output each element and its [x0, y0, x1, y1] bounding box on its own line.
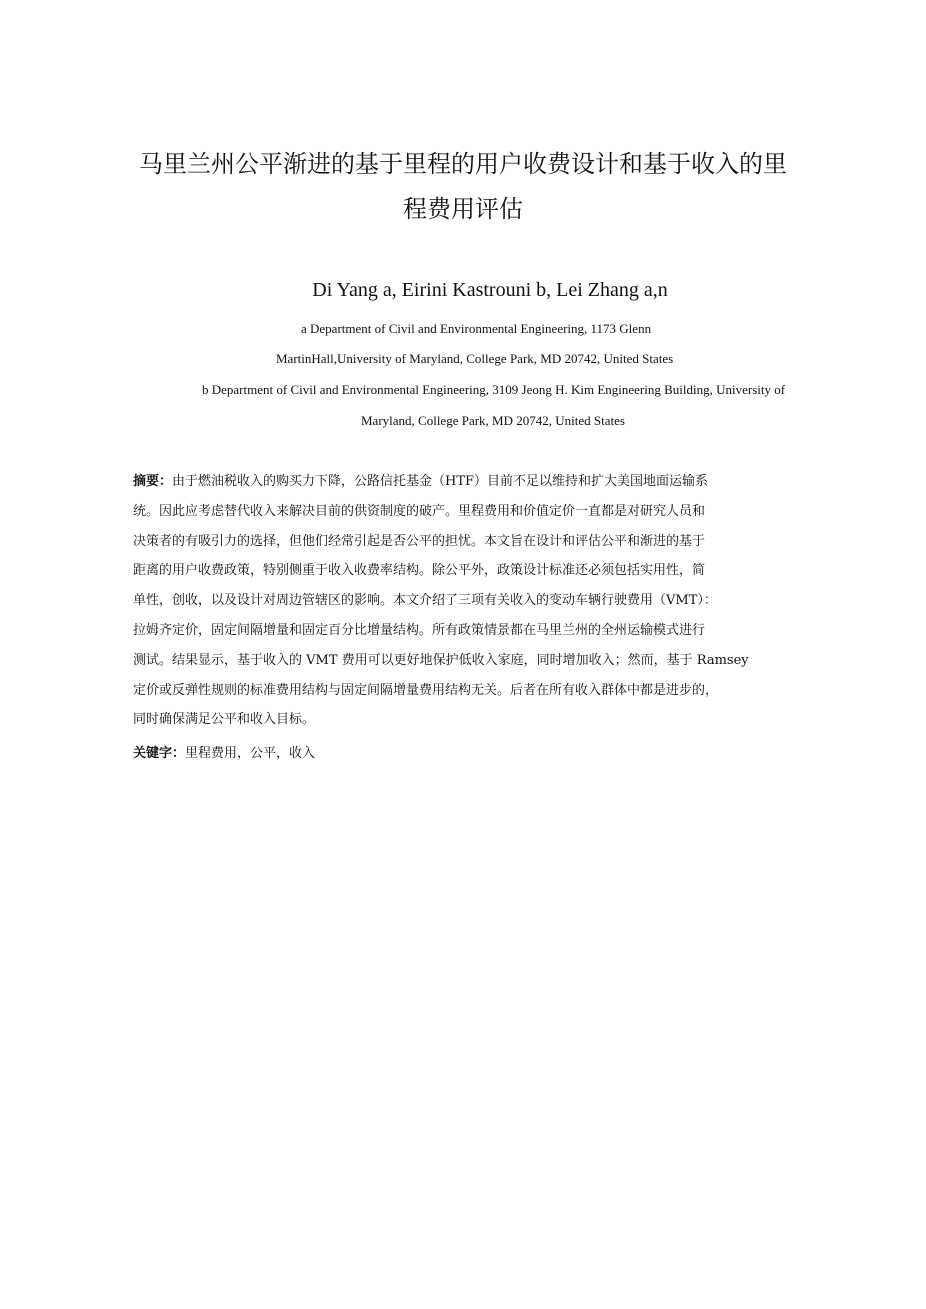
abstract-line: 距离的用户收费政策，特别侧重于收入收费率结构。除公平外，政策设计标准还必须包括实用性，简 [133, 563, 706, 579]
abstract-text: 由于燃油税收入的购买力下降，公路信托基金（HTF）目前不足以维持和扩大美国地面运输系 [172, 474, 709, 489]
keywords-text: 里程费用，公平，收入 [185, 746, 316, 761]
abstract-line: 定价或反弹性规则的标准费用结构与固定间隔增量费用结构无关。后者在所有收入群体中都是进步的， [133, 682, 719, 698]
abstract-line [133, 467, 863, 497]
abstract-line: 拉姆齐定价，固定间隔增量和固定百分比增量结构。所有政策情景都在马里兰州的全州运输模式进行 [133, 622, 706, 638]
abstract-line: 单性，创收，以及设计对周边管辖区的影响。本文介绍了三项有关收入的变动车辆行驶费用（VMT）： [133, 593, 717, 609]
abstract-line: 测试。结果显示，基于收入的 VMT 费用可以更好地保护低收入家庭，同时增加收入；然而，基于 Ramsey [133, 652, 749, 668]
affiliation-a-line-1: a Department of Civil and Environmental Engineering, 1173 Glenn [301, 321, 652, 336]
authors: Di Yang a, Eirini Kastrouni b, Lei Zhang a,n [312, 279, 668, 301]
abstract-line: 决策者的有吸引力的选择，但他们经常引起是否公平的担忧。本文旨在设计和评估公平和渐进的基于 [133, 533, 706, 549]
title-line-1: 马里兰州公平渐进的基于里程的用户收费设计和基于收入的里 [139, 150, 787, 178]
keywords-label: 关键字： [133, 746, 186, 761]
abstract-line: 同时确保满足公平和收入目标。 [133, 712, 316, 728]
affiliation-a-line-2: MartinHall,University of Maryland, College Park, MD 20742, United States [276, 351, 674, 366]
paper-title [110, 142, 816, 232]
abstract [133, 467, 863, 735]
abstract-label: 摘要： [133, 474, 173, 489]
title-line-2: 程费用评估 [403, 195, 523, 223]
keywords [133, 743, 315, 765]
affiliation-b-line-2: Maryland, College Park, MD 20742, United States [361, 413, 625, 428]
affiliation-b-line-1: b Department of Civil and Environmental Engineering, 3109 Jeong H. Kim Engineering Building, University of [202, 382, 786, 397]
abstract-line: 统。因此应考虑替代收入来解决目前的供资制度的破产。里程费用和价值定价一直都是对研究人员和 [133, 503, 706, 519]
